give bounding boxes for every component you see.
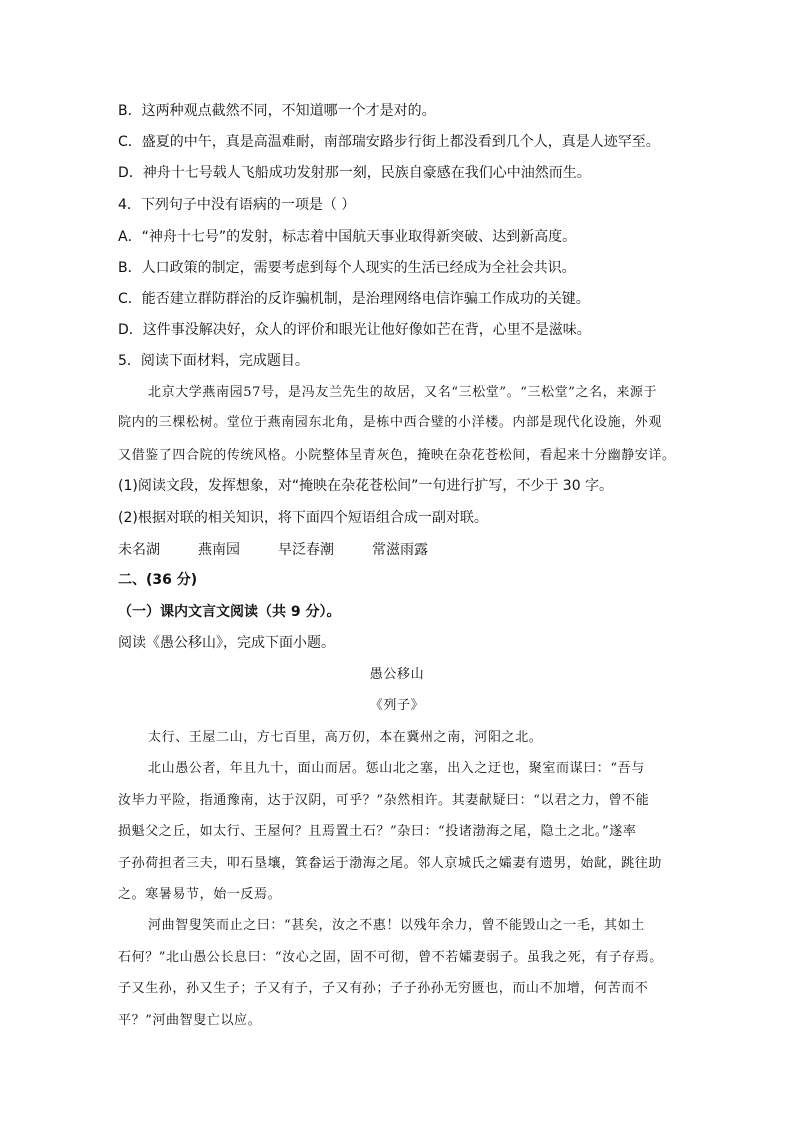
couplet-phrases [118, 541, 466, 559]
q4-option-a: A．“神舟十七号”的发射，标志着中国航天事业取得新突破、达到新高度。 [118, 229, 577, 245]
q5-passage-line: 院内的三棵松树。堂位于燕南园东北角，是栋中西合璧的小洋楼。内部是现代化设施，外观 [118, 415, 663, 430]
q4-option-b: B．人口政策的制定，需要考虑到每个人现实的生活已经成为全社会共识。 [118, 260, 576, 276]
passage-line: 北山愚公者，年且九十，面山而居。惩山北之塞，出入之迂也，聚室而谋曰：“吾与 [148, 761, 645, 776]
passage-line: 太行、王屋二山，方七百里，高万仞，本在冀州之南，河阳之北。 [148, 730, 543, 745]
q5-stem: 5．阅读下面材料，完成题目。 [118, 353, 309, 369]
passage-line: 之。寒暑易节，始一反焉。 [118, 887, 282, 902]
phrase: 常滋雨露 [372, 542, 428, 558]
subsection-heading: （一）课内文言文阅读（共 9 分）。 [118, 604, 341, 620]
q3-option-c: C．盛夏的中午，真是高温难耐，南部瑞安路步行街上都没看到几个人，真是人迹罕至。 [118, 134, 660, 150]
passage-line: 汝毕力平险，指通豫南，达于汉阴，可乎？”杂然相许。其妻献疑曰：“以君之力，曾不能 [118, 793, 650, 808]
passage-line: 石何？”北山愚公长息曰：“汝心之固，固不可彻，曾不若孀妻弱子。虽我之死，有子存焉。 [118, 950, 663, 965]
passage-line: 损魁父之丘，如太行、王屋何？且焉置土石？”杂曰：“投诸渤海之尾，隐土之北。”遂率 [118, 824, 637, 839]
passage-line: 子又生孙，孙又生子；子又有子，子又有孙；子子孙孙无穷匮也，而山不加增，何苦而不 [118, 981, 649, 996]
q5-passage-line: 又借鉴了四合院的传统风格。小院整体呈青灰色，掩映在杂花苍松间，看起来十分幽静安详。 [118, 448, 676, 463]
q5-subquestion-2: (2)根据对联的相关知识，将下面四个短语组合成一副对联。 [118, 510, 488, 526]
q4-stem: 4．下列句子中没有语病的一项是（ ） [118, 197, 356, 213]
q5-passage-line: 北京大学燕南园57号，是冯友兰先生的故居，又名“三松堂”。“三松堂”之名，来源于 [148, 385, 658, 400]
passage-line: 子孙荷担者三夫，叩石垦壤，箕畚运于渤海之尾。邻人京城氏之孀妻有遗男，始龀，跳往助 [118, 856, 663, 871]
phrase: 未名湖 [118, 542, 160, 558]
passage-line: 河曲智叟笑而止之曰：“甚矣，汝之不惠！以残年余力，曾不能毁山之一毛，其如土 [148, 918, 645, 933]
q5-subquestion-1: (1)阅读文段，发挥想象，对“掩映在杂花苍松间”一句进行扩写，不少于 30 字。 [118, 478, 614, 494]
q4-option-d: D．这件事没解决好，众人的评价和眼光让他好像如芒在背，心里不是滋味。 [118, 322, 591, 338]
passage-line: 平？”河曲智叟亡以应。 [118, 1013, 262, 1028]
passage-author: 《列子》 [369, 698, 425, 713]
passage-title: 愚公移山 [369, 667, 425, 682]
reading-instruction: 阅读《愚公移山》，完成下面小题。 [118, 635, 335, 651]
q3-option-d: D．神舟十七号载人飞船成功发射那一刻，民族自豪感在我们心中油然而生。 [118, 165, 591, 181]
phrase: 燕南园 [198, 542, 240, 558]
phrase: 早泛春潮 [278, 542, 334, 558]
q4-option-c: C．能否建立群防群治的反诈骗机制，是治理网络电信诈骗工作成功的关键。 [118, 291, 590, 307]
section-heading: 二、(36 分) [118, 572, 198, 588]
q3-option-b: B．这两种观点截然不同，不知道哪一个才是对的。 [118, 103, 436, 119]
